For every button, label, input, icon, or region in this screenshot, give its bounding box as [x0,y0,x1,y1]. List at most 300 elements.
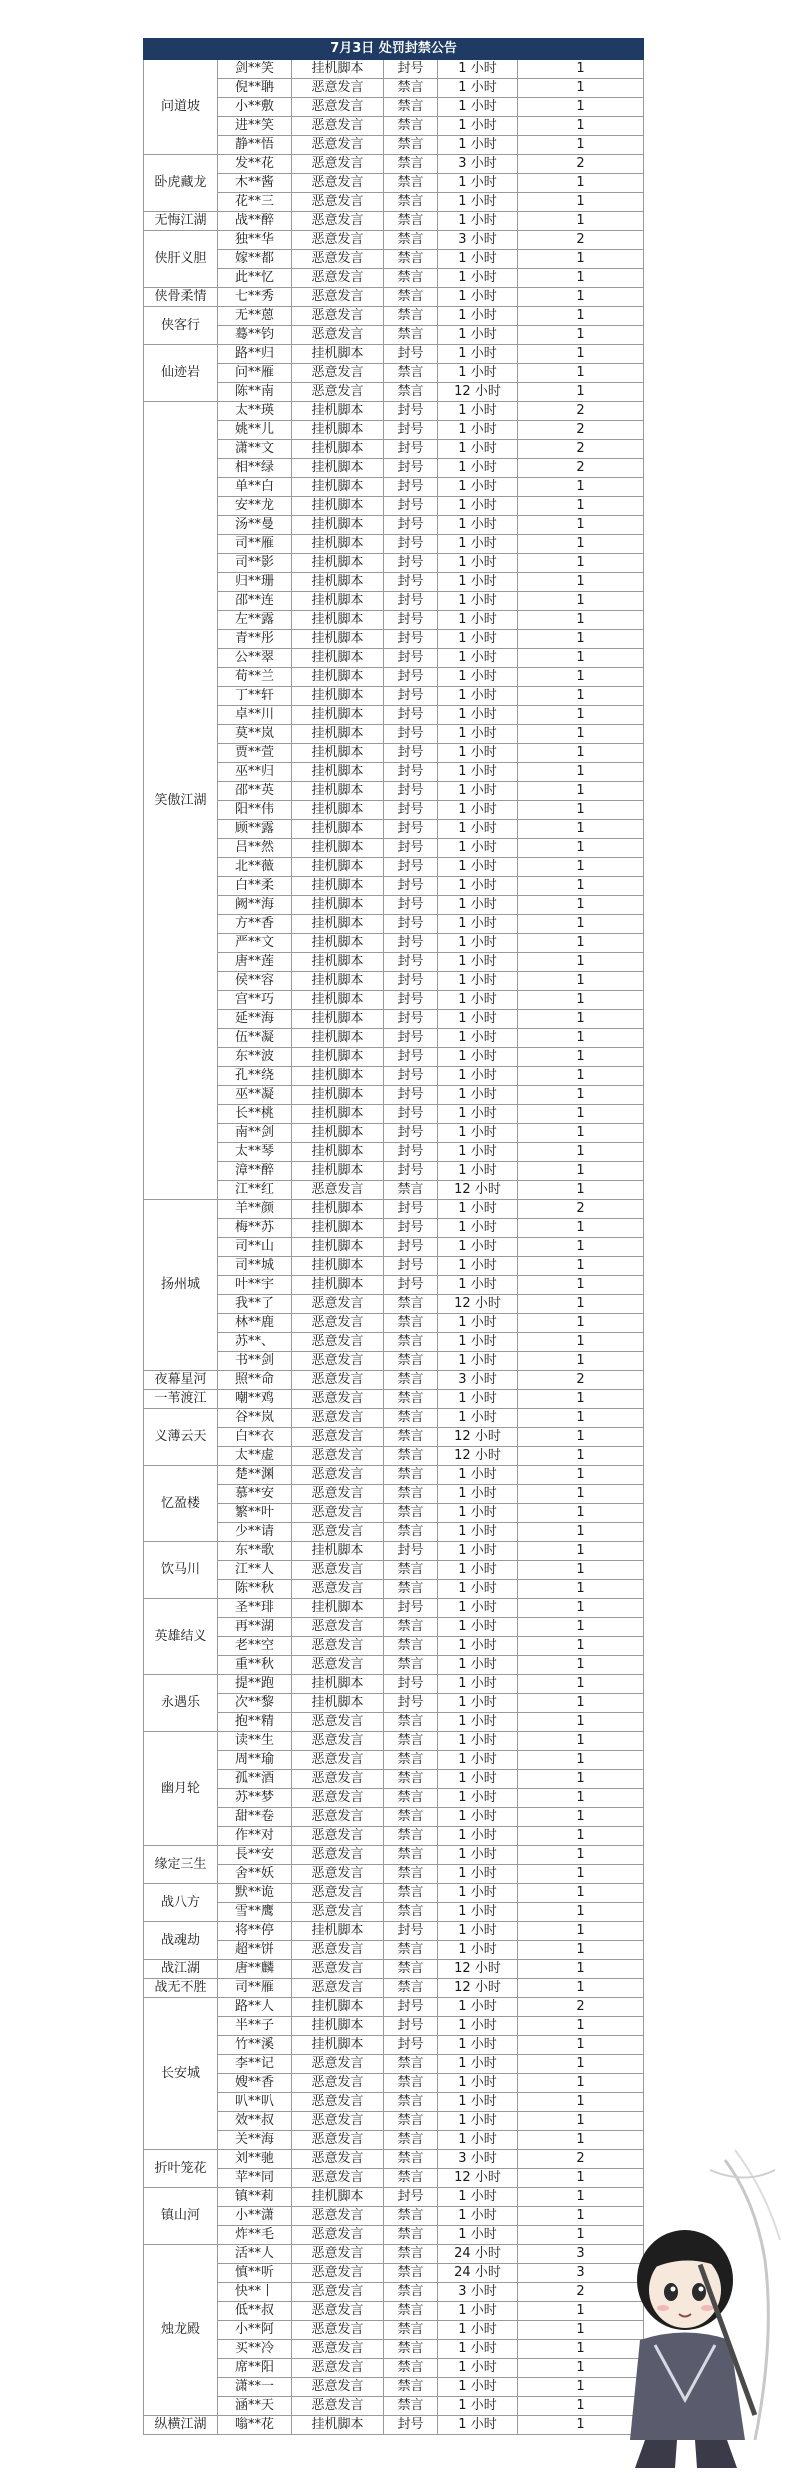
name-cell: 倪**聃 [218,79,292,98]
table-row [144,2378,644,2397]
count-cell: 1 [518,2397,644,2416]
duration-cell: 1 小时 [438,1808,518,1827]
count-cell: 1 [518,1523,644,1542]
reason-cell: 恶意发言 [292,2321,384,2340]
table-row [144,2321,644,2340]
server-name-cell: 折叶笼花 [144,2150,218,2188]
penalty-cell: 禁言 [384,2150,438,2169]
server-name-cell: 侠客行 [144,307,218,345]
duration-cell: 1 小时 [438,307,518,326]
table-row [144,155,644,174]
duration-cell: 3 小时 [438,231,518,250]
server-name-cell: 侠肝义胆 [144,231,218,288]
table-row [144,896,644,915]
reason-cell: 恶意发言 [292,174,384,193]
count-cell: 1 [518,1295,644,1314]
reason-cell: 恶意发言 [292,1808,384,1827]
duration-cell: 1 小时 [438,1504,518,1523]
reason-cell: 挂机脚本 [292,1143,384,1162]
table-body [144,60,644,2435]
table-row [144,402,644,421]
penalty-cell: 封号 [384,725,438,744]
name-cell: 叭**叭 [218,2093,292,2112]
penalty-cell: 禁言 [384,1371,438,1390]
name-cell: 半**子 [218,2017,292,2036]
reason-cell: 挂机脚本 [292,478,384,497]
penalty-cell: 封号 [384,668,438,687]
penalty-cell: 禁言 [384,1618,438,1637]
reason-cell: 挂机脚本 [292,687,384,706]
reason-cell: 恶意发言 [292,2378,384,2397]
penalty-cell: 封号 [384,972,438,991]
reason-cell: 挂机脚本 [292,554,384,573]
count-cell: 1 [518,915,644,934]
table-row [144,1865,644,1884]
duration-cell: 1 小时 [438,1200,518,1219]
penalty-cell: 禁言 [384,250,438,269]
duration-cell: 1 小时 [438,630,518,649]
name-cell: 嫂**香 [218,2074,292,2093]
table-row [144,1504,644,1523]
reason-cell: 挂机脚本 [292,2188,384,2207]
reason-cell: 挂机脚本 [292,1105,384,1124]
table-row [144,953,644,972]
reason-cell: 挂机脚本 [292,1922,384,1941]
reason-cell: 挂机脚本 [292,402,384,421]
reason-cell: 挂机脚本 [292,535,384,554]
duration-cell: 1 小时 [438,1713,518,1732]
penalty-cell: 封号 [384,630,438,649]
table-row [144,554,644,573]
penalty-cell: 封号 [384,1542,438,1561]
reason-cell: 挂机脚本 [292,440,384,459]
name-cell: 左**露 [218,611,292,630]
duration-cell: 1 小时 [438,1542,518,1561]
name-cell: 炸**毛 [218,2226,292,2245]
reason-cell: 恶意发言 [292,1181,384,1200]
server-name-cell: 幽月轮 [144,1732,218,1846]
table-row [144,1637,644,1656]
reason-cell: 挂机脚本 [292,972,384,991]
reason-cell: 恶意发言 [292,2131,384,2150]
duration-cell: 1 小时 [438,2340,518,2359]
table-row [144,2245,644,2264]
count-cell: 1 [518,1770,644,1789]
reason-cell: 恶意发言 [292,383,384,402]
table-row [144,1371,644,1390]
duration-cell: 12 小时 [438,1295,518,1314]
name-cell: 司**影 [218,554,292,573]
name-cell: 东**歌 [218,1542,292,1561]
table-row [144,1732,644,1751]
reason-cell: 恶意发言 [292,307,384,326]
reason-cell: 恶意发言 [292,117,384,136]
reason-cell: 挂机脚本 [292,896,384,915]
count-cell: 1 [518,820,644,839]
reason-cell: 挂机脚本 [292,421,384,440]
server-name-cell: 缘定三生 [144,1846,218,1884]
table-row [144,2283,644,2302]
table-row [144,1238,644,1257]
name-cell: 刘**驰 [218,2150,292,2169]
count-cell: 1 [518,2017,644,2036]
count-cell: 1 [518,1447,644,1466]
duration-cell: 3 小时 [438,2150,518,2169]
duration-cell: 1 小时 [438,2378,518,2397]
reason-cell: 挂机脚本 [292,1219,384,1238]
name-cell: 圣**琲 [218,1599,292,1618]
name-cell: 江**红 [218,1181,292,1200]
name-cell: 再**湖 [218,1618,292,1637]
duration-cell: 1 小时 [438,1846,518,1865]
count-cell: 1 [518,364,644,383]
name-cell: 林**鹿 [218,1314,292,1333]
name-cell: 侯**容 [218,972,292,991]
penalty-cell: 禁言 [384,212,438,231]
reason-cell: 挂机脚本 [292,630,384,649]
table-row [144,763,644,782]
table-row [144,1314,644,1333]
penalty-cell: 禁言 [384,2131,438,2150]
reason-cell: 挂机脚本 [292,1276,384,1295]
table-row [144,1675,644,1694]
count-cell: 1 [518,288,644,307]
reason-cell: 恶意发言 [292,1732,384,1751]
reason-cell: 恶意发言 [292,212,384,231]
table-row [144,1808,644,1827]
table-row [144,2131,644,2150]
table-row [144,706,644,725]
penalty-cell: 禁言 [384,1960,438,1979]
name-cell: 周**瑜 [218,1751,292,1770]
penalty-cell: 禁言 [384,1941,438,1960]
name-cell: 严**文 [218,934,292,953]
count-cell: 1 [518,174,644,193]
name-cell: 涵**天 [218,2397,292,2416]
penalty-cell: 禁言 [384,2207,438,2226]
name-cell: 巫**凝 [218,1086,292,1105]
duration-cell: 1 小时 [438,478,518,497]
name-cell: 战**醉 [218,212,292,231]
duration-cell: 12 小时 [438,1447,518,1466]
count-cell: 1 [518,535,644,554]
reason-cell: 恶意发言 [292,1561,384,1580]
duration-cell: 1 小时 [438,1580,518,1599]
duration-cell: 1 小时 [438,1466,518,1485]
duration-cell: 1 小时 [438,1922,518,1941]
name-cell: 太**瑛 [218,402,292,421]
count-cell: 1 [518,2169,644,2188]
duration-cell: 1 小时 [438,250,518,269]
count-cell: 1 [518,2055,644,2074]
duration-cell: 1 小时 [438,1618,518,1637]
penalty-cell: 封号 [384,592,438,611]
count-cell: 1 [518,706,644,725]
server-name-cell: 镇山河 [144,2188,218,2245]
count-cell: 1 [518,2226,644,2245]
reason-cell: 挂机脚本 [292,1162,384,1181]
count-cell: 1 [518,1865,644,1884]
penalty-cell: 封号 [384,877,438,896]
name-cell: 江**人 [218,1561,292,1580]
table-row [144,1048,644,1067]
count-cell: 1 [518,136,644,155]
count-cell: 1 [518,611,644,630]
reason-cell: 挂机脚本 [292,1124,384,1143]
penalty-cell: 封号 [384,1105,438,1124]
penalty-cell: 禁言 [384,1447,438,1466]
table-row [144,858,644,877]
count-cell: 2 [518,231,644,250]
table-row [144,535,644,554]
duration-cell: 1 小时 [438,839,518,858]
reason-cell: 恶意发言 [292,2245,384,2264]
count-cell: 1 [518,763,644,782]
name-cell: 低**叔 [218,2302,292,2321]
name-cell: 嗡**花 [218,2416,292,2435]
penalty-cell: 禁言 [384,2093,438,2112]
duration-cell: 1 小时 [438,1941,518,1960]
server-name-cell: 一苇渡江 [144,1390,218,1409]
reason-cell: 挂机脚本 [292,801,384,820]
count-cell: 1 [518,1694,644,1713]
count-cell: 1 [518,1143,644,1162]
count-cell: 1 [518,1732,644,1751]
reason-cell: 挂机脚本 [292,991,384,1010]
reason-cell: 挂机脚本 [292,915,384,934]
name-cell: 买**冷 [218,2340,292,2359]
reason-cell: 恶意发言 [292,98,384,117]
server-name-cell: 战魂劫 [144,1922,218,1960]
name-cell: 阳**伟 [218,801,292,820]
reason-cell: 挂机脚本 [292,1694,384,1713]
count-cell: 1 [518,1314,644,1333]
count-cell: 1 [518,60,644,79]
penalty-cell: 封号 [384,915,438,934]
name-cell: 照**命 [218,1371,292,1390]
duration-cell: 1 小时 [438,1770,518,1789]
penalty-cell: 封号 [384,1010,438,1029]
table-row [144,839,644,858]
name-cell: 白**柔 [218,877,292,896]
duration-cell: 1 小时 [438,1884,518,1903]
name-cell: 关**海 [218,2131,292,2150]
reason-cell: 恶意发言 [292,1485,384,1504]
table-row [144,1922,644,1941]
server-name-cell: 饮马川 [144,1542,218,1599]
duration-cell: 12 小时 [438,1979,518,1998]
name-cell: 慕**安 [218,1485,292,1504]
table-row [144,1770,644,1789]
reason-cell: 挂机脚本 [292,649,384,668]
table-row [144,972,644,991]
name-cell: 我**了 [218,1295,292,1314]
penalty-cell: 封号 [384,573,438,592]
duration-cell: 1 小时 [438,2188,518,2207]
duration-cell: 1 小时 [438,649,518,668]
count-cell: 1 [518,2207,644,2226]
penalty-cell: 封号 [384,706,438,725]
penalty-cell: 封号 [384,1067,438,1086]
duration-cell: 1 小时 [438,1257,518,1276]
table-row [144,820,644,839]
reason-cell: 恶意发言 [292,2112,384,2131]
name-cell: 唐**麟 [218,1960,292,1979]
duration-cell: 1 小时 [438,592,518,611]
reason-cell: 挂机脚本 [292,725,384,744]
table-row [144,592,644,611]
name-cell: 宫**巧 [218,991,292,1010]
penalty-cell: 封号 [384,896,438,915]
table-row [144,877,644,896]
name-cell: 次**黎 [218,1694,292,1713]
table-row [144,1979,644,1998]
table-row [144,60,644,79]
duration-cell: 1 小时 [438,2397,518,2416]
duration-cell: 1 小时 [438,459,518,478]
duration-cell: 1 小时 [438,1485,518,1504]
table-row [144,2169,644,2188]
duration-cell: 3 小时 [438,2283,518,2302]
cartoon-swordsman-illustration [615,2140,785,2470]
count-cell: 1 [518,1884,644,1903]
penalty-cell: 封号 [384,820,438,839]
name-cell: 李**记 [218,2055,292,2074]
penalty-cell: 禁言 [384,1770,438,1789]
penalty-cell: 封号 [384,744,438,763]
duration-cell: 24 小时 [438,2264,518,2283]
duration-cell: 1 小时 [438,2017,518,2036]
penalty-cell: 封号 [384,991,438,1010]
penalty-cell: 禁言 [384,1751,438,1770]
penalty-cell: 禁言 [384,2340,438,2359]
penalty-cell: 禁言 [384,2264,438,2283]
reason-cell: 恶意发言 [292,1504,384,1523]
server-name-cell: 笑傲江湖 [144,402,218,1200]
duration-cell: 1 小时 [438,915,518,934]
penalty-cell: 禁言 [384,1580,438,1599]
name-cell: 陈**南 [218,383,292,402]
reason-cell: 挂机脚本 [292,60,384,79]
penalty-cell: 封号 [384,1219,438,1238]
table-row [144,1352,644,1371]
table-row [144,497,644,516]
penalty-cell: 禁言 [384,2359,438,2378]
penalty-cell: 封号 [384,1998,438,2017]
duration-cell: 1 小时 [438,744,518,763]
name-cell: 丁**轩 [218,687,292,706]
count-cell: 1 [518,1656,644,1675]
count-cell: 1 [518,1979,644,1998]
penalty-cell: 禁言 [384,1903,438,1922]
table-row [144,1333,644,1352]
reason-cell: 挂机脚本 [292,953,384,972]
table-row [144,2074,644,2093]
duration-cell: 1 小时 [438,1276,518,1295]
count-cell: 1 [518,1162,644,1181]
reason-cell: 挂机脚本 [292,763,384,782]
table-row [144,649,644,668]
name-cell: 嫁**都 [218,250,292,269]
table-row [144,1561,644,1580]
name-cell: 重**秋 [218,1656,292,1675]
penalty-cell: 禁言 [384,2055,438,2074]
count-cell: 1 [518,744,644,763]
duration-cell: 12 小时 [438,1428,518,1447]
count-cell: 1 [518,98,644,117]
duration-cell: 1 小时 [438,896,518,915]
table-row [144,725,644,744]
reason-cell: 恶意发言 [292,1637,384,1656]
name-cell: 席**阳 [218,2359,292,2378]
reason-cell: 挂机脚本 [292,2017,384,2036]
reason-cell: 挂机脚本 [292,1238,384,1257]
name-cell: 青**彤 [218,630,292,649]
table-row [144,687,644,706]
server-name-cell: 侠骨柔情 [144,288,218,307]
reason-cell: 恶意发言 [292,2283,384,2302]
table-row [144,2226,644,2245]
count-cell: 1 [518,630,644,649]
table-row [144,231,644,250]
penalty-cell: 禁言 [384,1827,438,1846]
count-cell: 1 [518,1599,644,1618]
name-cell: 荀**兰 [218,668,292,687]
penalty-cell: 禁言 [384,269,438,288]
name-cell: 东**波 [218,1048,292,1067]
server-name-cell: 英雄结义 [144,1599,218,1675]
table-row [144,1276,644,1295]
table-row [144,2340,644,2359]
reason-cell: 恶意发言 [292,193,384,212]
duration-cell: 1 小时 [438,782,518,801]
reason-cell: 挂机脚本 [292,706,384,725]
table-row [144,2359,644,2378]
penalty-cell: 禁言 [384,1314,438,1333]
penalty-cell: 封号 [384,2017,438,2036]
name-cell: 进**笑 [218,117,292,136]
reason-cell: 挂机脚本 [292,1542,384,1561]
reason-cell: 恶意发言 [292,1618,384,1637]
name-cell: 巫**归 [218,763,292,782]
count-cell: 1 [518,1124,644,1143]
penalty-cell: 封号 [384,402,438,421]
penalty-cell: 禁言 [384,1466,438,1485]
count-cell: 1 [518,953,644,972]
reason-cell: 恶意发言 [292,1466,384,1485]
reason-cell: 恶意发言 [292,1447,384,1466]
reason-cell: 恶意发言 [292,1656,384,1675]
duration-cell: 1 小时 [438,1675,518,1694]
table-row [144,383,644,402]
reason-cell: 恶意发言 [292,2340,384,2359]
count-cell: 1 [518,592,644,611]
count-cell: 1 [518,1504,644,1523]
reason-cell: 恶意发言 [292,326,384,345]
penalty-table [143,38,644,2435]
duration-cell: 24 小时 [438,2245,518,2264]
count-cell: 1 [518,1105,644,1124]
duration-cell: 1 小时 [438,1637,518,1656]
penalty-cell: 禁言 [384,1979,438,1998]
reason-cell: 恶意发言 [292,1846,384,1865]
table-row [144,1789,644,1808]
reason-cell: 挂机脚本 [292,592,384,611]
duration-cell: 1 小时 [438,212,518,231]
table-row [144,1200,644,1219]
reason-cell: 恶意发言 [292,1789,384,1808]
table-row [144,136,644,155]
